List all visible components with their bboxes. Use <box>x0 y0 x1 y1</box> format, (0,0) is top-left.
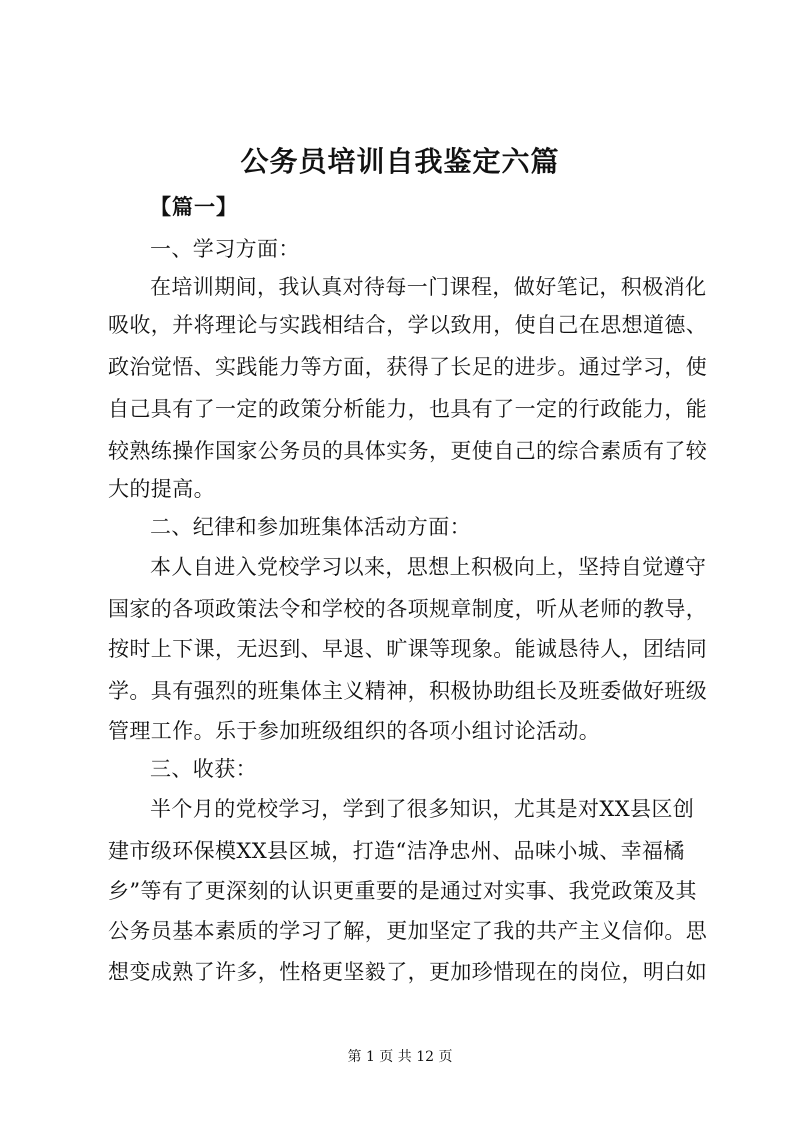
paragraph-line: 半个月的党校学习，学到了很多知识，尤其是对XX县区创 <box>150 797 695 821</box>
paragraph-line: 建市级环保模XX县区城，打造“洁净忠州、品味小城、幸福橘 <box>108 839 685 863</box>
paragraph-line: 吸收，并将理论与实践相结合，学以致用，使自己在思想道德、 <box>108 313 708 337</box>
paragraph-line: 较熟练操作国家公务员的具体实务，更使自己的综合素质有了较 <box>108 439 708 463</box>
heading-gains: 三、收获： <box>150 757 257 781</box>
paragraph-line: 本人自进入党校学习以来，思想上积极向上，坚持自觉遵守 <box>150 555 707 579</box>
paragraph-line: 公务员基本素质的学习了解，更加坚定了我的共产主义信仰。思 <box>108 919 708 943</box>
paragraph-line: 自己具有了一定的政策分析能力，也具有了一定的行政能力，能 <box>108 397 708 421</box>
section-label: 【篇一】 <box>150 194 238 219</box>
paragraph-line: 乡”等有了更深刻的认识更重要的是通过对实事、我党政策及其 <box>108 879 697 903</box>
paragraph-line: 政治觉悟、实践能力等方面，获得了长足的进步。通过学习，使 <box>108 355 708 379</box>
document-title: 公务员培训自我鉴定六篇 <box>240 145 560 178</box>
heading-study: 一、学习方面： <box>150 237 300 261</box>
paragraph-line: 大的提高。 <box>108 477 215 501</box>
paragraph-line: 国家的各项政策法令和学校的各项规章制度，听从老师的教导， <box>108 597 708 621</box>
heading-discipline: 二、纪律和参加班集体活动方面： <box>150 515 471 539</box>
page-footer: 第 1 页 共 12 页 <box>347 1049 453 1065</box>
paragraph-line: 学。具有强烈的班集体主义精神，积极协助组长及班委做好班级 <box>108 679 708 703</box>
paragraph-line: 想变成熟了许多，性格更坚毅了，更加珍惜现在的岗位，明白如 <box>108 960 708 984</box>
paragraph-line: 管理工作。乐于参加班级组织的各项小组讨论活动。 <box>108 719 601 743</box>
paragraph-line: 按时上下课，无迟到、早退、旷课等现象。能诚恳待人，团结同 <box>108 637 708 661</box>
paragraph-line: 在培训期间，我认真对待每一门课程，做好笔记，积极消化 <box>150 275 707 299</box>
